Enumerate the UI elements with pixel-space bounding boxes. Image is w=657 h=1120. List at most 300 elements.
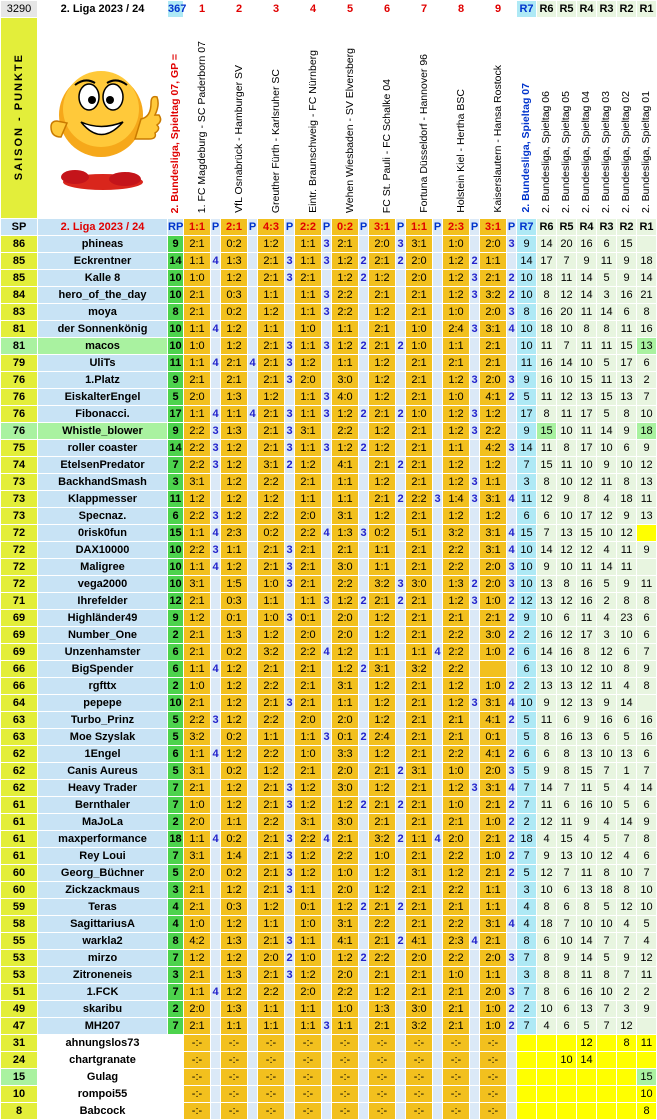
round-rank: 9 <box>577 814 597 831</box>
r7-rank: 4 <box>517 899 537 916</box>
round-points: 14 <box>168 440 184 457</box>
tip-cell: 3:3 <box>332 746 359 763</box>
tip-points <box>396 1086 406 1103</box>
round-rank <box>597 1052 617 1069</box>
tip-cell: 1:1 <box>295 287 322 304</box>
tip-points <box>285 1052 295 1069</box>
tip-points: 3 <box>433 491 443 508</box>
tip-points <box>433 967 443 984</box>
round-rank: 2 <box>617 984 637 1001</box>
round-rank: 10 <box>537 1001 557 1018</box>
tip-cell: 2:1 <box>443 712 470 729</box>
player-row <box>1 916 657 933</box>
round-rank: 12 <box>537 814 557 831</box>
tip-cell: -:- <box>221 1086 248 1103</box>
tip-cell: 2:0 <box>184 1001 211 1018</box>
season-points: 53 <box>1 950 38 967</box>
round-rank: 16 <box>537 627 557 644</box>
round-rank: 12 <box>577 1035 597 1052</box>
tip-cell: 1:2 <box>258 899 285 916</box>
tip-cell: 2:2 <box>332 984 359 1001</box>
round-points: 4 <box>168 916 184 933</box>
tip-cell: 2:1 <box>258 967 285 984</box>
r7-rank: 15 <box>517 525 537 542</box>
round-rank: 21 <box>637 287 657 304</box>
tip-cell: 2:1 <box>406 678 433 695</box>
tip-cell: 2:0 <box>184 865 211 882</box>
tip-points: 3 <box>285 848 295 865</box>
tip-points <box>396 780 406 797</box>
tip-cell: 1:0 <box>443 389 470 406</box>
season-points: 76 <box>1 423 38 440</box>
round-rank: 13 <box>537 593 557 610</box>
season-points: 64 <box>1 695 38 712</box>
tip-cell: -:- <box>443 1086 470 1103</box>
tip-points: 3 <box>285 610 295 627</box>
season-points: 75 <box>1 440 38 457</box>
round-rank: 10 <box>557 423 577 440</box>
r7-rank: 9 <box>517 236 537 253</box>
match-number: 3 <box>258 1 295 18</box>
round-rank: 13 <box>577 389 597 406</box>
player-row <box>1 678 657 695</box>
round-points: 3 <box>168 967 184 984</box>
tip-points <box>470 882 480 899</box>
season-points: 62 <box>1 746 38 763</box>
round-rank: 16 <box>557 729 577 746</box>
tip-cell: 1:1 <box>480 474 507 491</box>
tip-points <box>248 236 258 253</box>
tip-points: 3 <box>507 559 517 576</box>
tip-points <box>322 661 332 678</box>
tip-points <box>470 236 480 253</box>
tip-cell: 3:2 <box>480 287 507 304</box>
player-row <box>1 729 657 746</box>
tip-cell: 1:2 <box>295 780 322 797</box>
r7-rank: 14 <box>517 253 537 270</box>
round-rank: 13 <box>537 678 557 695</box>
round-rank: 15 <box>637 1069 657 1086</box>
season-points: 59 <box>1 899 38 916</box>
round-points <box>168 1103 184 1120</box>
season-points: 73 <box>1 508 38 525</box>
tip-cell: 3:0 <box>332 559 359 576</box>
round-rank: 4 <box>617 916 637 933</box>
tip-cell: 2:1 <box>184 780 211 797</box>
tip-cell: 1:2 <box>369 695 396 712</box>
tip-cell: -:- <box>369 1086 396 1103</box>
tip-cell: 1:2 <box>221 661 248 678</box>
tip-points <box>396 610 406 627</box>
tip-cell: 3:1 <box>295 814 322 831</box>
tip-points <box>285 899 295 916</box>
tip-cell: 1:2 <box>332 338 359 355</box>
r7-label: 2. Bundesliga, Spieltag 07 <box>520 83 533 213</box>
col-round: R3 <box>597 219 617 236</box>
round-rank: 16 <box>617 287 637 304</box>
tip-cell: 1:1 <box>295 491 322 508</box>
tip-points: 3 <box>285 406 295 423</box>
round-rank: 8 <box>537 287 557 304</box>
r7-rank: 10 <box>517 287 537 304</box>
tip-cell: 2:2 <box>258 712 285 729</box>
tip-points <box>322 372 332 389</box>
tip-points <box>211 474 221 491</box>
player-name: der Sonnenkönig <box>38 321 168 338</box>
tip-cell: 2:1 <box>184 372 211 389</box>
tip-points <box>396 559 406 576</box>
round-label-cell <box>577 18 597 219</box>
tip-points <box>470 338 480 355</box>
round-points: 2 <box>168 678 184 695</box>
tip-points <box>285 746 295 763</box>
tip-points <box>470 967 480 984</box>
round-rank: 10 <box>557 1052 577 1069</box>
round-rank: 5 <box>597 950 617 967</box>
round-rank: 8 <box>597 321 617 338</box>
round-points: 11 <box>168 491 184 508</box>
season-points: 62 <box>1 780 38 797</box>
tip-cell: 1:2 <box>221 780 248 797</box>
tip-cell: 2:1 <box>480 338 507 355</box>
tip-points <box>433 525 443 542</box>
tip-cell: 2:1 <box>332 542 359 559</box>
tip-points <box>322 712 332 729</box>
tip-cell: 1:1 <box>184 831 211 848</box>
tip-points <box>285 236 295 253</box>
tip-points <box>507 661 517 678</box>
tip-cell: 1:1 <box>406 644 433 661</box>
tip-points <box>322 763 332 780</box>
round-rank: 18 <box>537 321 557 338</box>
round-rank: 8 <box>537 406 557 423</box>
player-name: moya <box>38 304 168 321</box>
round-points <box>168 1052 184 1069</box>
tip-cell: 3:0 <box>480 627 507 644</box>
tip-cell: 1:1 <box>295 406 322 423</box>
tip-points <box>248 865 258 882</box>
tip-points <box>359 1001 369 1018</box>
round-rank: 9 <box>617 950 637 967</box>
tip-cell: 2:2 <box>184 423 211 440</box>
round-rank: 7 <box>557 865 577 882</box>
round-rank: 7 <box>557 916 577 933</box>
tip-cell: 2:2 <box>295 525 322 542</box>
tip-cell: 1:1 <box>295 1018 322 1035</box>
r7-rank: 10 <box>517 542 537 559</box>
round-rank: 11 <box>577 338 597 355</box>
round-rank <box>537 1103 557 1120</box>
player-name: warkla2 <box>38 933 168 950</box>
round-rank: 16 <box>577 593 597 610</box>
tip-points <box>396 984 406 1001</box>
tip-points: 3 <box>322 593 332 610</box>
round-points: 7 <box>168 984 184 1001</box>
player-name: Gulag <box>38 1069 168 1086</box>
tip-cell: 2:2 <box>332 576 359 593</box>
match-label-cell <box>332 18 369 219</box>
match-label-cell <box>184 18 221 219</box>
tip-points <box>285 1001 295 1018</box>
round-points: 9 <box>168 372 184 389</box>
tip-cell: 2:1 <box>295 678 322 695</box>
tip-cell: -:- <box>221 1052 248 1069</box>
tip-points <box>322 1001 332 1018</box>
season-points: 51 <box>1 984 38 1001</box>
tip-cell: 2:1 <box>369 253 396 270</box>
tip-cell: 2:2 <box>369 950 396 967</box>
player-row <box>1 1052 657 1069</box>
tip-points <box>359 1052 369 1069</box>
tip-cell: 1:2 <box>443 423 470 440</box>
player-row <box>1 321 657 338</box>
tip-cell: 1:1 <box>184 559 211 576</box>
tip-points <box>396 950 406 967</box>
round-rank: 7 <box>557 253 577 270</box>
tip-points: 2 <box>507 270 517 287</box>
r7-rank: 14 <box>517 440 537 457</box>
tip-points <box>285 1069 295 1086</box>
tip-points <box>248 593 258 610</box>
round-rank: 8 <box>597 865 617 882</box>
tip-cell: 2:2 <box>332 287 359 304</box>
round-rank: 16 <box>557 644 577 661</box>
match-number: 6 <box>369 1 406 18</box>
player-row <box>1 831 657 848</box>
tip-points: 2 <box>507 712 517 729</box>
round-rank: 10 <box>537 610 557 627</box>
player-name: 1.Platz <box>38 372 168 389</box>
round-rank: 6 <box>637 355 657 372</box>
tip-cell: 1:0 <box>480 1001 507 1018</box>
round-rank: 5 <box>597 780 617 797</box>
round-rank: 5 <box>597 406 617 423</box>
tip-cell: 2:1 <box>258 253 285 270</box>
tip-cell: 2:2 <box>443 746 470 763</box>
round-rank <box>537 1035 557 1052</box>
tip-points <box>359 304 369 321</box>
round-rank: 16 <box>577 236 597 253</box>
round-rank <box>537 1069 557 1086</box>
tip-points <box>211 576 221 593</box>
tip-cell: 1:0 <box>258 576 285 593</box>
r7-rank: 7 <box>517 457 537 474</box>
tip-cell: 2:1 <box>406 848 433 865</box>
tip-points: 2 <box>396 253 406 270</box>
tip-cell: 2:1 <box>406 967 433 984</box>
r7-rank: 2 <box>517 627 537 644</box>
round-rank: 11 <box>537 797 557 814</box>
tip-points <box>470 610 480 627</box>
r7-rank: 5 <box>517 865 537 882</box>
tip-points: 2 <box>359 338 369 355</box>
player-name: MH207 <box>38 1018 168 1035</box>
tip-cell: 2:1 <box>480 797 507 814</box>
tip-points <box>507 406 517 423</box>
tip-cell: 1:1 <box>258 1018 285 1035</box>
tip-cell: 2:1 <box>369 933 396 950</box>
tip-cell: 0:3 <box>221 287 248 304</box>
tip-cell: 3:1 <box>184 763 211 780</box>
tip-points: 3 <box>396 576 406 593</box>
player-name: Heavy Trader <box>38 780 168 797</box>
tip-points <box>285 763 295 780</box>
r7-rank: 5 <box>517 763 537 780</box>
tip-points <box>285 525 295 542</box>
round-rank: 8 <box>637 304 657 321</box>
tip-cell: 2:1 <box>406 355 433 372</box>
round-rank: 16 <box>597 712 617 729</box>
tip-cell: 2:1 <box>184 304 211 321</box>
tip-cell: 1:1 <box>295 729 322 746</box>
round-points: 14 <box>168 253 184 270</box>
tip-cell: 1:1 <box>480 253 507 270</box>
tip-points <box>322 559 332 576</box>
tip-cell: 2:2 <box>443 848 470 865</box>
tip-cell: 2:1 <box>369 593 396 610</box>
tip-cell: 1:2 <box>295 865 322 882</box>
round-rank: 14 <box>577 950 597 967</box>
tip-points: 3 <box>285 338 295 355</box>
tip-cell: 2:2 <box>295 831 322 848</box>
round-points: 5 <box>168 729 184 746</box>
tip-points <box>285 729 295 746</box>
tip-cell: 2:0 <box>295 508 322 525</box>
tip-cell: 3:0 <box>332 780 359 797</box>
round-rank: 15 <box>617 236 637 253</box>
round-rank: 11 <box>577 865 597 882</box>
round-rank: 15 <box>577 525 597 542</box>
round-rank: 6 <box>617 712 637 729</box>
tip-cell: 1:2 <box>184 610 211 627</box>
tip-points <box>322 270 332 287</box>
season-points: 79 <box>1 355 38 372</box>
player-name: Georg_Büchner <box>38 865 168 882</box>
tip-points: 2 <box>507 389 517 406</box>
round-rank <box>617 1069 637 1086</box>
tip-points <box>248 1086 258 1103</box>
round-points: 7 <box>168 1018 184 1035</box>
round-rank <box>557 1103 577 1120</box>
tip-cell: 1:0 <box>480 644 507 661</box>
round-points: 9 <box>168 610 184 627</box>
player-row <box>1 780 657 797</box>
round-rank: 4 <box>597 542 617 559</box>
tip-points <box>470 627 480 644</box>
tip-points: 3 <box>322 236 332 253</box>
tip-cell: 2:2 <box>443 950 470 967</box>
tip-cell: 3:0 <box>406 1001 433 1018</box>
tip-points <box>285 1086 295 1103</box>
round-rank: 3 <box>597 287 617 304</box>
col-sp: SP <box>1 219 38 236</box>
season-points: 72 <box>1 525 38 542</box>
col-p: P <box>396 219 406 236</box>
tip-points <box>396 865 406 882</box>
round-points: 10 <box>168 321 184 338</box>
tip-cell: 1:3 <box>221 933 248 950</box>
r7-rank: 7 <box>517 797 537 814</box>
round-header: R2 <box>617 1 637 18</box>
season-points: 66 <box>1 661 38 678</box>
tip-cell: 2:1 <box>258 882 285 899</box>
match-number: 1 <box>184 1 221 18</box>
tip-cell: 2:1 <box>295 763 322 780</box>
tip-points <box>359 746 369 763</box>
tip-cell: 2:1 <box>295 695 322 712</box>
tip-points: 4 <box>507 780 517 797</box>
tip-cell: 1:2 <box>443 695 470 712</box>
tip-cell: 0:2 <box>221 729 248 746</box>
player-name: Number_One <box>38 627 168 644</box>
match-result: 3:1 <box>369 219 396 236</box>
tip-points: 3 <box>507 984 517 1001</box>
r7-rank: 9 <box>517 610 537 627</box>
player-row <box>1 1035 657 1052</box>
tip-cell: 1:1 <box>369 559 396 576</box>
tip-cell: 1:2 <box>295 967 322 984</box>
tip-points: 4 <box>433 831 443 848</box>
tip-cell: 1:1 <box>332 1018 359 1035</box>
tip-cell: 1:0 <box>443 236 470 253</box>
tip-points <box>359 236 369 253</box>
col-p: P <box>211 219 221 236</box>
season-points: 73 <box>1 491 38 508</box>
match-label: Fortuna Düsseldorf - Hannover 96 <box>417 54 430 213</box>
round-rank: 6 <box>537 508 557 525</box>
tip-points: 4 <box>211 831 221 848</box>
round-rank: 7 <box>617 933 637 950</box>
tip-cell: 1:3 <box>443 576 470 593</box>
round-rank: 16 <box>577 576 597 593</box>
round-rank: 7 <box>597 1018 617 1035</box>
saison-label-cell <box>1 18 38 219</box>
round-points: 2 <box>168 1001 184 1018</box>
round-rank <box>597 1069 617 1086</box>
tip-cell: 2:1 <box>258 831 285 848</box>
tip-points: 3 <box>285 372 295 389</box>
tip-cell: 1:0 <box>369 848 396 865</box>
round-rank: 16 <box>537 304 557 321</box>
tip-points <box>396 746 406 763</box>
tip-cell: -:- <box>480 1069 507 1086</box>
tip-cell: 1:2 <box>443 865 470 882</box>
round-rank: 9 <box>537 848 557 865</box>
tip-cell: 2:2 <box>369 916 396 933</box>
tip-cell: 1:2 <box>221 746 248 763</box>
r7-rank: 7 <box>517 984 537 1001</box>
tip-cell: 2:4 <box>443 321 470 338</box>
round-rank: 10 <box>597 440 617 457</box>
r7-rank: 2 <box>517 814 537 831</box>
tip-cell: 1:2 <box>369 746 396 763</box>
round-rank: 18 <box>617 491 637 508</box>
tip-points <box>507 933 517 950</box>
round-rank: 13 <box>557 525 577 542</box>
tip-points <box>396 729 406 746</box>
tip-cell: -:- <box>295 1052 322 1069</box>
season-points: 15 <box>1 1069 38 1086</box>
tip-points: 3 <box>396 236 406 253</box>
tip-points: 2 <box>507 865 517 882</box>
player-name: Eckrentner <box>38 253 168 270</box>
r7-rank: 10 <box>517 559 537 576</box>
tip-points: 3 <box>470 593 480 610</box>
player-name: EtelsenPredator <box>38 457 168 474</box>
tip-cell: 2:1 <box>406 882 433 899</box>
tip-cell: 4:1 <box>480 389 507 406</box>
tip-points <box>433 1035 443 1052</box>
